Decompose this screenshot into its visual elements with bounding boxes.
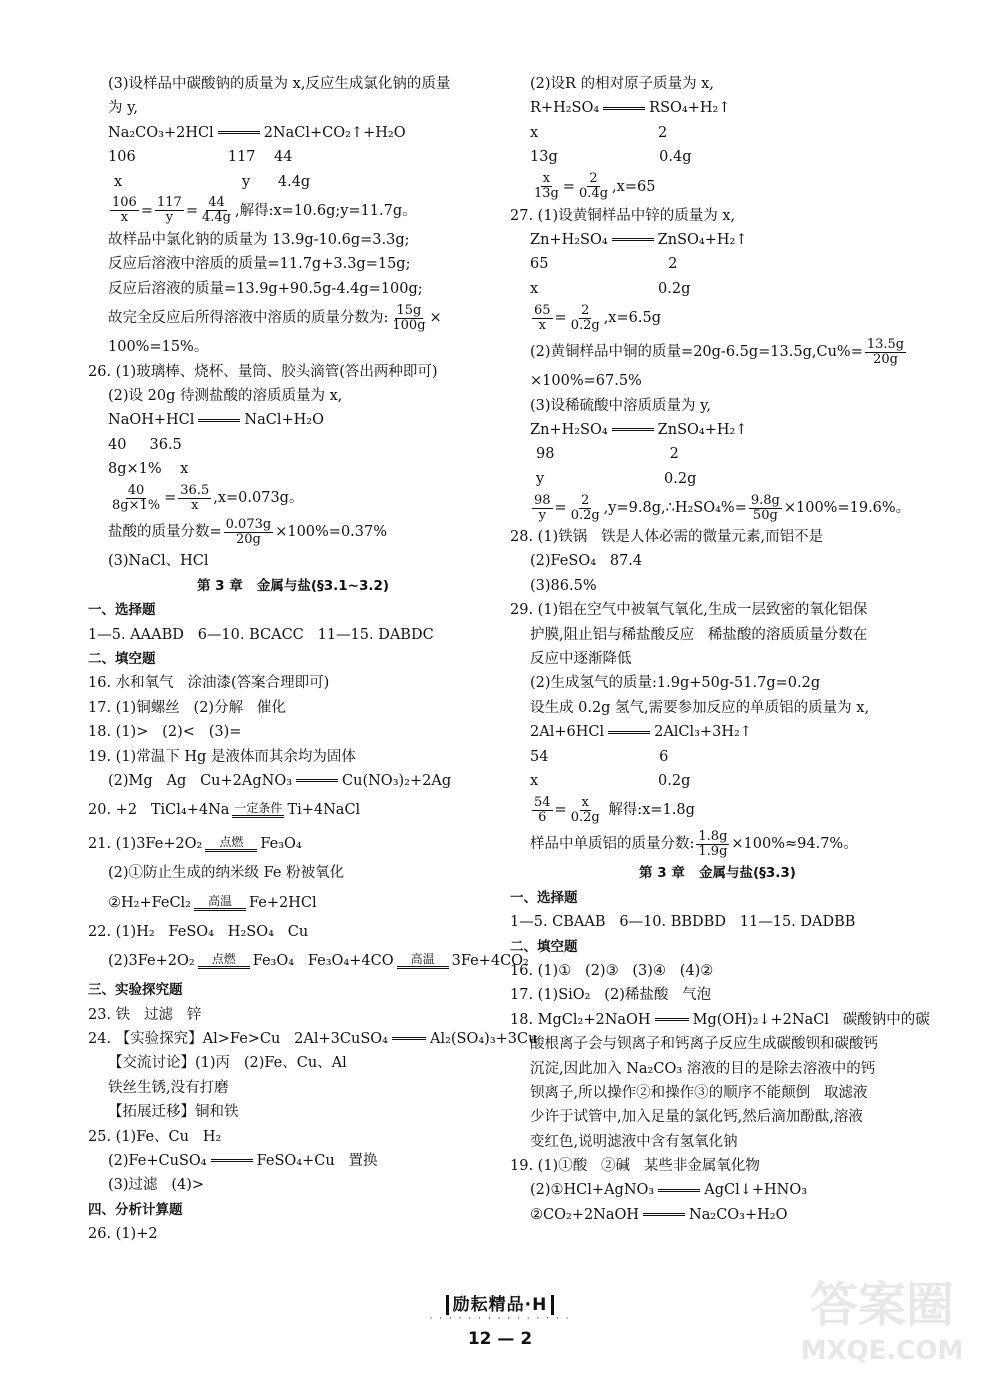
part-heading: 四、分析计算题 <box>88 1201 183 1218</box>
text-line: 40 36.5 <box>108 436 182 453</box>
text-line: 少许于试管中,加入足量的氯化钙,然后滴加酚酞,溶液 <box>530 1109 863 1126</box>
text-line: (3)过滤 (4)> <box>108 1177 205 1194</box>
equation: 24. 【实验探究】Al>Fe>Cu 2Al+3CuSO₄ Al₂(SO₄)₃+3Cu <box>88 1030 538 1047</box>
left-column <box>88 72 538 1246</box>
equation: 20. +2 TiCl₄+4Na 一定条件 Ti+4NaCl <box>88 801 361 819</box>
text-line: 铁丝生锈,没有打磨 <box>108 1079 229 1096</box>
text-line: 65 2 <box>530 256 678 273</box>
text-line: 106 117 44 <box>108 149 293 166</box>
equation: Zn+H₂SO₄ ZnSO₄+H₂↑ <box>530 421 748 438</box>
answer-line: 17. (1)铜螺丝 (2)分解 催化 <box>88 699 286 716</box>
proportion: $\frac{65}{x}$ = $\frac{2}{0.2g}$ ,x=6.5g <box>534 302 661 333</box>
equation: (2)①HCl+AgNO₃ AgCl↓+HNO₃ <box>530 1182 808 1199</box>
part-heading: 一、选择题 <box>510 889 578 906</box>
text-line: 护膜,阻止铝与稀盐酸反应 稀盐酸的溶质质量分数在 <box>530 626 868 643</box>
text-line: 故样品中氯化钠的质量为 13.9g-10.6g=3.3g; <box>108 231 410 248</box>
question-26: 26. (1)玻璃棒、烧杯、量筒、胶头滴管(答出两种即可) <box>88 363 438 380</box>
proportion: $\frac{54}{6}$ = $\frac{x}{0.2g}$ 解得:x=1.8g <box>534 794 695 825</box>
section-heading: 第 3 章 金属与盐(§3.3) <box>639 865 796 882</box>
section-heading: 第 3 章 金属与盐(§3.1~3.2) <box>196 577 390 594</box>
part-heading: 一、选择题 <box>88 602 156 619</box>
text-line: x 0.2g <box>530 280 691 297</box>
text-line: 【拓展迁移】铜和铁 <box>108 1104 239 1121</box>
part-heading: 二、填空题 <box>510 938 578 955</box>
equation: (2)Mg Ag Cu+2AgNO₃ Cu(NO₃)₂+2Ag <box>108 772 452 789</box>
text-line: x y 4.4g <box>114 173 311 190</box>
text-line: 酸根离子会与钡离子和钙离子反应生成碳酸钡和碳酸钙 <box>530 1036 878 1053</box>
text-line: 故完全反应后所得溶液中溶质的质量分数为: $\frac{15g}{100g}$ × <box>108 302 442 333</box>
equation: Zn+H₂SO₄ ZnSO₄+H₂↑ <box>530 231 748 248</box>
answer-line: 1—5. CBAAB 6—10. BBDBD 11—15. DADBB <box>510 914 856 931</box>
answer-line: 19. (1)①酸 ②碱 某些非金属氧化物 <box>510 1158 760 1175</box>
text-line: 设生成 0.2g 氢气,需要参加反应的单质铝的质量为 x, <box>530 699 870 716</box>
watermark-url: MXQE.COM <box>800 1336 964 1366</box>
equation: ②CO₂+2NaOH Na₂CO₃+H₂O <box>530 1206 788 1223</box>
proportion: $\frac{98}{y}$ = $\frac{2}{0.2g}$ ,y=9.8g,∴H₂SO₄%= $\frac{9.8g}{50g}$ ×100%=19.6%。 <box>534 492 911 523</box>
equation: (2)3Fe+2O₂ 点燃 Fe₃O₄ Fe₃O₄+4CO 高温 3Fe+4CO₂ <box>108 952 529 970</box>
watermark-logo <box>782 1259 982 1369</box>
text-line: 沉淀,因此加入 Na₂CO₃ 溶液的目的是除去溶液中的钙 <box>530 1060 876 1077</box>
text-line: 反应中逐渐降低 <box>530 651 632 668</box>
answer-line: 23. 铁 过滤 锌 <box>88 1006 202 1023</box>
text-line: 反应后溶液中溶质的质量=11.7g+3.3g=15g; <box>108 256 411 273</box>
dotted-rule: · · · · · · · · · · · · · · · <box>429 1314 571 1324</box>
answer-line: 25. (1)Fe、Cu H₂ <box>88 1128 222 1145</box>
text-line: 样品中单质铝的质量分数: $\frac{1.8g}{1.9g}$ ×100%≈94.7%。 <box>530 828 858 859</box>
equation: ②H₂+FeCl₂ 高温 Fe+2HCl <box>108 893 317 911</box>
answer-line: 16. (1)① (2)③ (3)④ (4)② <box>510 962 714 979</box>
equation: 18. MgCl₂+2NaOH Mg(OH)₂↓+2NaCl 碳酸钠中的碳 <box>510 1011 930 1028</box>
answer-line: 26. (1)+2 <box>88 1226 158 1243</box>
text-line: 反应后溶液的质量=13.9g+90.5g-4.4g=100g; <box>108 280 423 297</box>
text-line: y 0.2g <box>536 470 697 487</box>
equation: NaOH+HCl NaCl+H₂O <box>108 412 324 429</box>
answer-line: 1—5. AAABD 6—10. BCACC 11—15. DABDC <box>88 626 434 643</box>
question-27: 27. (1)设黄铜样品中锌的质量为 x, <box>510 207 736 224</box>
answer-line: 22. (1)H₂ FeSO₄ H₂SO₄ Cu <box>88 923 309 940</box>
answer-line: 16. 水和氧气 涂油漆(答案合理即可) <box>88 675 330 692</box>
text-line: (3)设样品中碳酸钠的质量为 x,反应生成氯化钠的质量 <box>108 76 451 92</box>
text-line: 钡离子,所以操作②和操作③的顺序不能颠倒 取滤液 <box>530 1084 868 1101</box>
answer-line: 29. (1)铝在空气中被氧气氧化,生成一层致密的氧化铝保 <box>510 602 868 619</box>
text-line: (3)设稀硫酸中溶质质量为 y, <box>530 397 712 414</box>
proportion: $\frac{x}{13g}$ = $\frac{2}{0.4g}$ ,x=65 <box>534 171 656 202</box>
text-line: (2)设 20g 待测盐酸的溶质质量为 x, <box>108 387 343 404</box>
equation: Na₂CO₃+2HCl 2NaCl+CO₂↑+H₂O <box>108 124 406 141</box>
brand-logo: 励耘精品·H <box>0 1290 1000 1315</box>
text-line: (3)86.5% <box>530 577 597 594</box>
text-line: ×100%=67.5% <box>530 373 642 390</box>
text-line: x 2 <box>530 124 668 141</box>
text-line: (2)设R 的相对原子质量为 x, <box>530 76 714 92</box>
page-number: 12 — 2 <box>467 1329 533 1349</box>
proportion: $\frac{40}{8g\times 1\%}$ = $\frac{36.5}{x}$ ,x=0.073g。 <box>112 482 304 513</box>
text-line: 【交流讨论】(1)丙 (2)Fe、Cu、Al <box>108 1055 347 1072</box>
text-line: 为 y, <box>108 100 138 117</box>
equation: R+H₂SO₄ RSO₄+H₂↑ <box>530 100 731 117</box>
equation: (2)Fe+CuSO₄ FeSO₄+Cu 置换 <box>108 1152 378 1169</box>
text-line: x 0.2g <box>530 772 691 789</box>
text-line: (2)FeSO₄ 87.4 <box>530 553 643 570</box>
text-line: 盐酸的质量分数= $\frac{0.073g}{20g}$ ×100%=0.37% <box>108 516 388 547</box>
text-line: (2)①防止生成的纳米级 Fe 粉被氧化 <box>108 865 345 882</box>
right-column <box>510 72 930 1227</box>
part-heading: 三、实验探究题 <box>88 982 183 999</box>
answer-line: 19. (1)常温下 Hg 是液体而其余均为固体 <box>88 748 356 765</box>
text-line: 54 6 <box>530 748 669 765</box>
proportion: $\frac{106}{x}$ = $\frac{117}{y}$ = $\frac{44}{4.4g}$ ,解得:x=10.6g;y=11.7g。 <box>112 195 417 226</box>
text-line: (3)NaCl、HCl <box>108 553 209 570</box>
text-line: 13g 0.4g <box>530 149 692 166</box>
text-line: (2)生成氢气的质量:1.9g+50g-51.7g=0.2g <box>530 675 821 692</box>
watermark-text: 答案圈 <box>809 1277 955 1333</box>
part-heading: 二、填空题 <box>88 651 156 668</box>
answer-line: 28. (1)铁锅 铁是人体必需的微量元素,而铝不是 <box>510 529 824 546</box>
equation: 21. (1)3Fe+2O₂ 点燃 Fe₃O₄ <box>88 835 302 853</box>
answer-line: 18. (1)> (2)< (3)= <box>88 724 242 741</box>
equation: 2Al+6HCl 2AlCl₃+3H₂↑ <box>530 724 752 741</box>
text-line: (2)黄铜样品中铜的质量=20g-6.5g=13.5g,Cu%= $\frac{13.5g}{20g}$ <box>530 336 905 367</box>
text-line: 100%=15%。 <box>108 339 209 356</box>
text-line: 98 2 <box>536 446 679 463</box>
answer-line: 17. (1)SiO₂ (2)稀盐酸 气泡 <box>510 987 712 1004</box>
text-line: 8g×1% x <box>108 461 189 478</box>
text-line: 变红色,说明滤液中含有氢氧化钠 <box>530 1133 738 1150</box>
